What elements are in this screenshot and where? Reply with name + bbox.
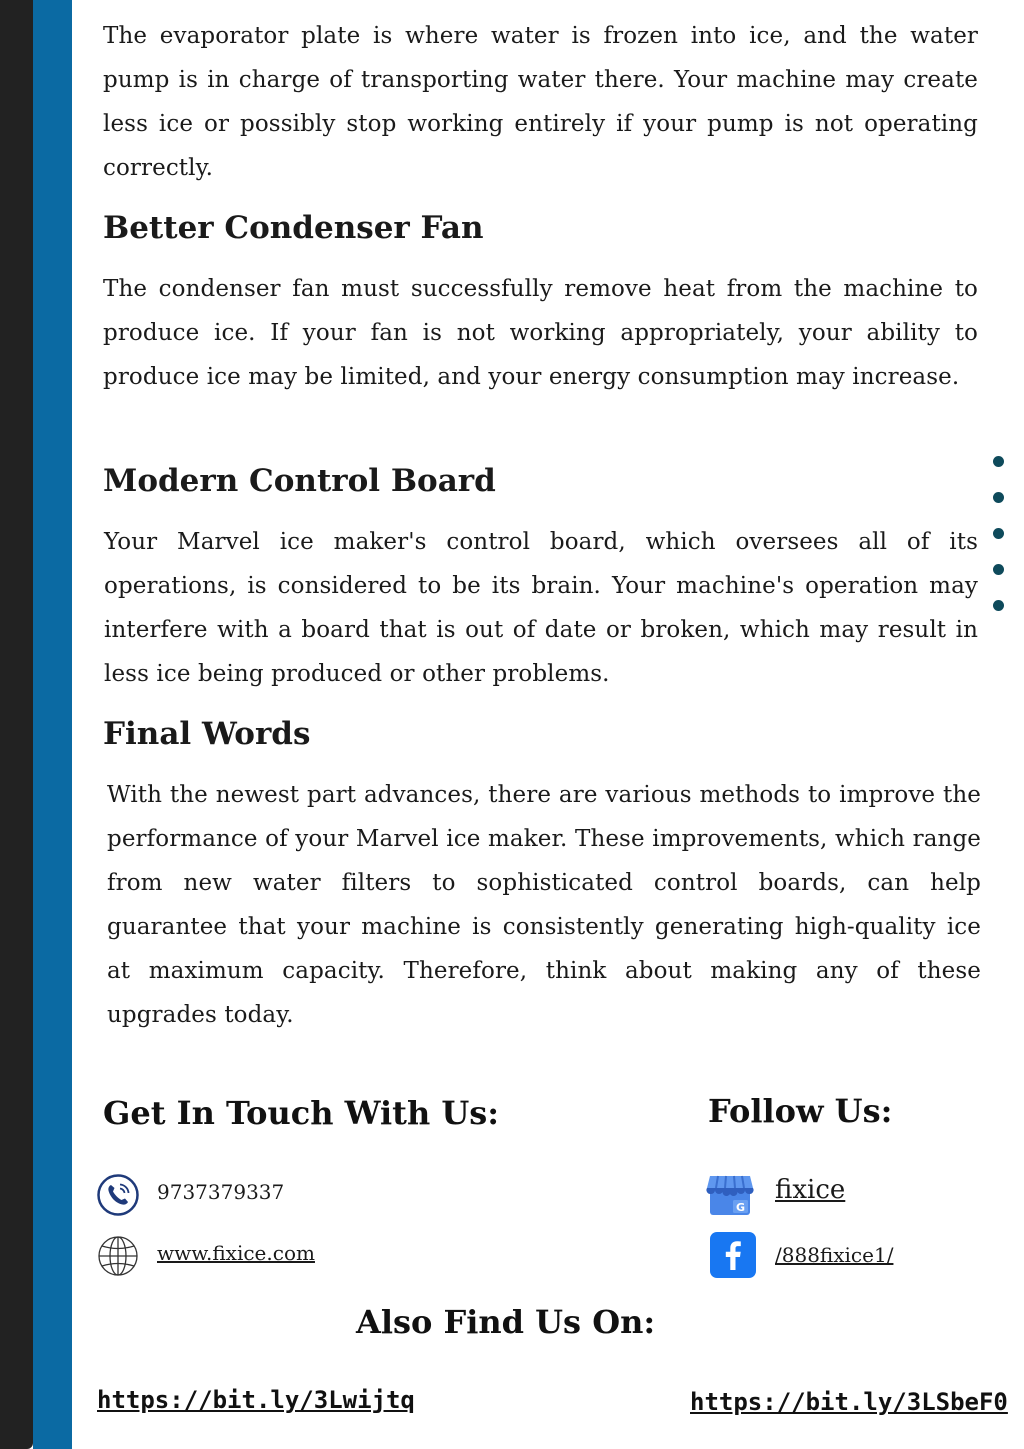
side-bar-dark: [0, 0, 33, 1449]
dot: [993, 456, 1004, 467]
dot: [993, 564, 1004, 575]
google-fixice-link[interactable]: fixice: [775, 1175, 846, 1205]
heading-final-words: Final Words: [103, 716, 311, 752]
globe-icon: [96, 1234, 140, 1282]
facebook-link[interactable]: /888fixice1/: [775, 1243, 894, 1267]
google-business-icon[interactable]: [706, 1170, 754, 1222]
svg-text:G: G: [735, 1201, 746, 1214]
bitly-link-left[interactable]: https://bit.ly/3Lwijtq: [97, 1386, 415, 1414]
dot: [993, 528, 1004, 539]
bitly-link-right[interactable]: https://bit.ly/3LSbeF0: [690, 1388, 1008, 1416]
paragraph-condenser-fan: The condenser fan must successfully remove heat from the machine to produce ice. If your fan is not working appropriately, your ability to produce ice may be limited, and your energy consumption may increase.: [103, 276, 978, 390]
facebook-icon[interactable]: [710, 1232, 756, 1282]
intro-paragraph: The evaporator plate is where water is frozen into ice, and the water pump is in charge of transporting water there. Your machine may create less ice or possibly stop working entirely if your pump is not operating correctly.: [103, 23, 978, 181]
follow-heading: Follow Us:: [708, 1092, 893, 1130]
side-bar-blue: [33, 0, 72, 1449]
heading-condenser-fan: Better Condenser Fan: [103, 210, 484, 246]
also-find-heading: Also Find Us On:: [356, 1303, 656, 1341]
contact-heading: Get In Touch With Us:: [103, 1094, 500, 1132]
website-link[interactable]: www.fixice.com: [157, 1241, 315, 1265]
paragraph-control-board: Your Marvel ice maker's control board, which oversees all of its operations, is considered to be its brain. Your machine's operation may interfere with a board that is out of date or broken, which may result in less ice being produced or other problems.: [104, 529, 978, 687]
dot: [993, 492, 1004, 503]
phone-icon: [96, 1173, 140, 1221]
phone-number[interactable]: 9737379337: [157, 1180, 285, 1204]
paragraph-final-words: With the newest part advances, there are various methods to improve the performance of your Marvel ice maker. These improvements, which range from new water filters to sophisticated control boards, can help guarantee that your machine is consistently generating high-quality ice at maximum capacity. Therefore, think about making any of these upgrades today.: [107, 782, 981, 1028]
decorative-dots: [993, 456, 1007, 636]
heading-control-board: Modern Control Board: [103, 463, 496, 499]
dot: [993, 600, 1004, 611]
